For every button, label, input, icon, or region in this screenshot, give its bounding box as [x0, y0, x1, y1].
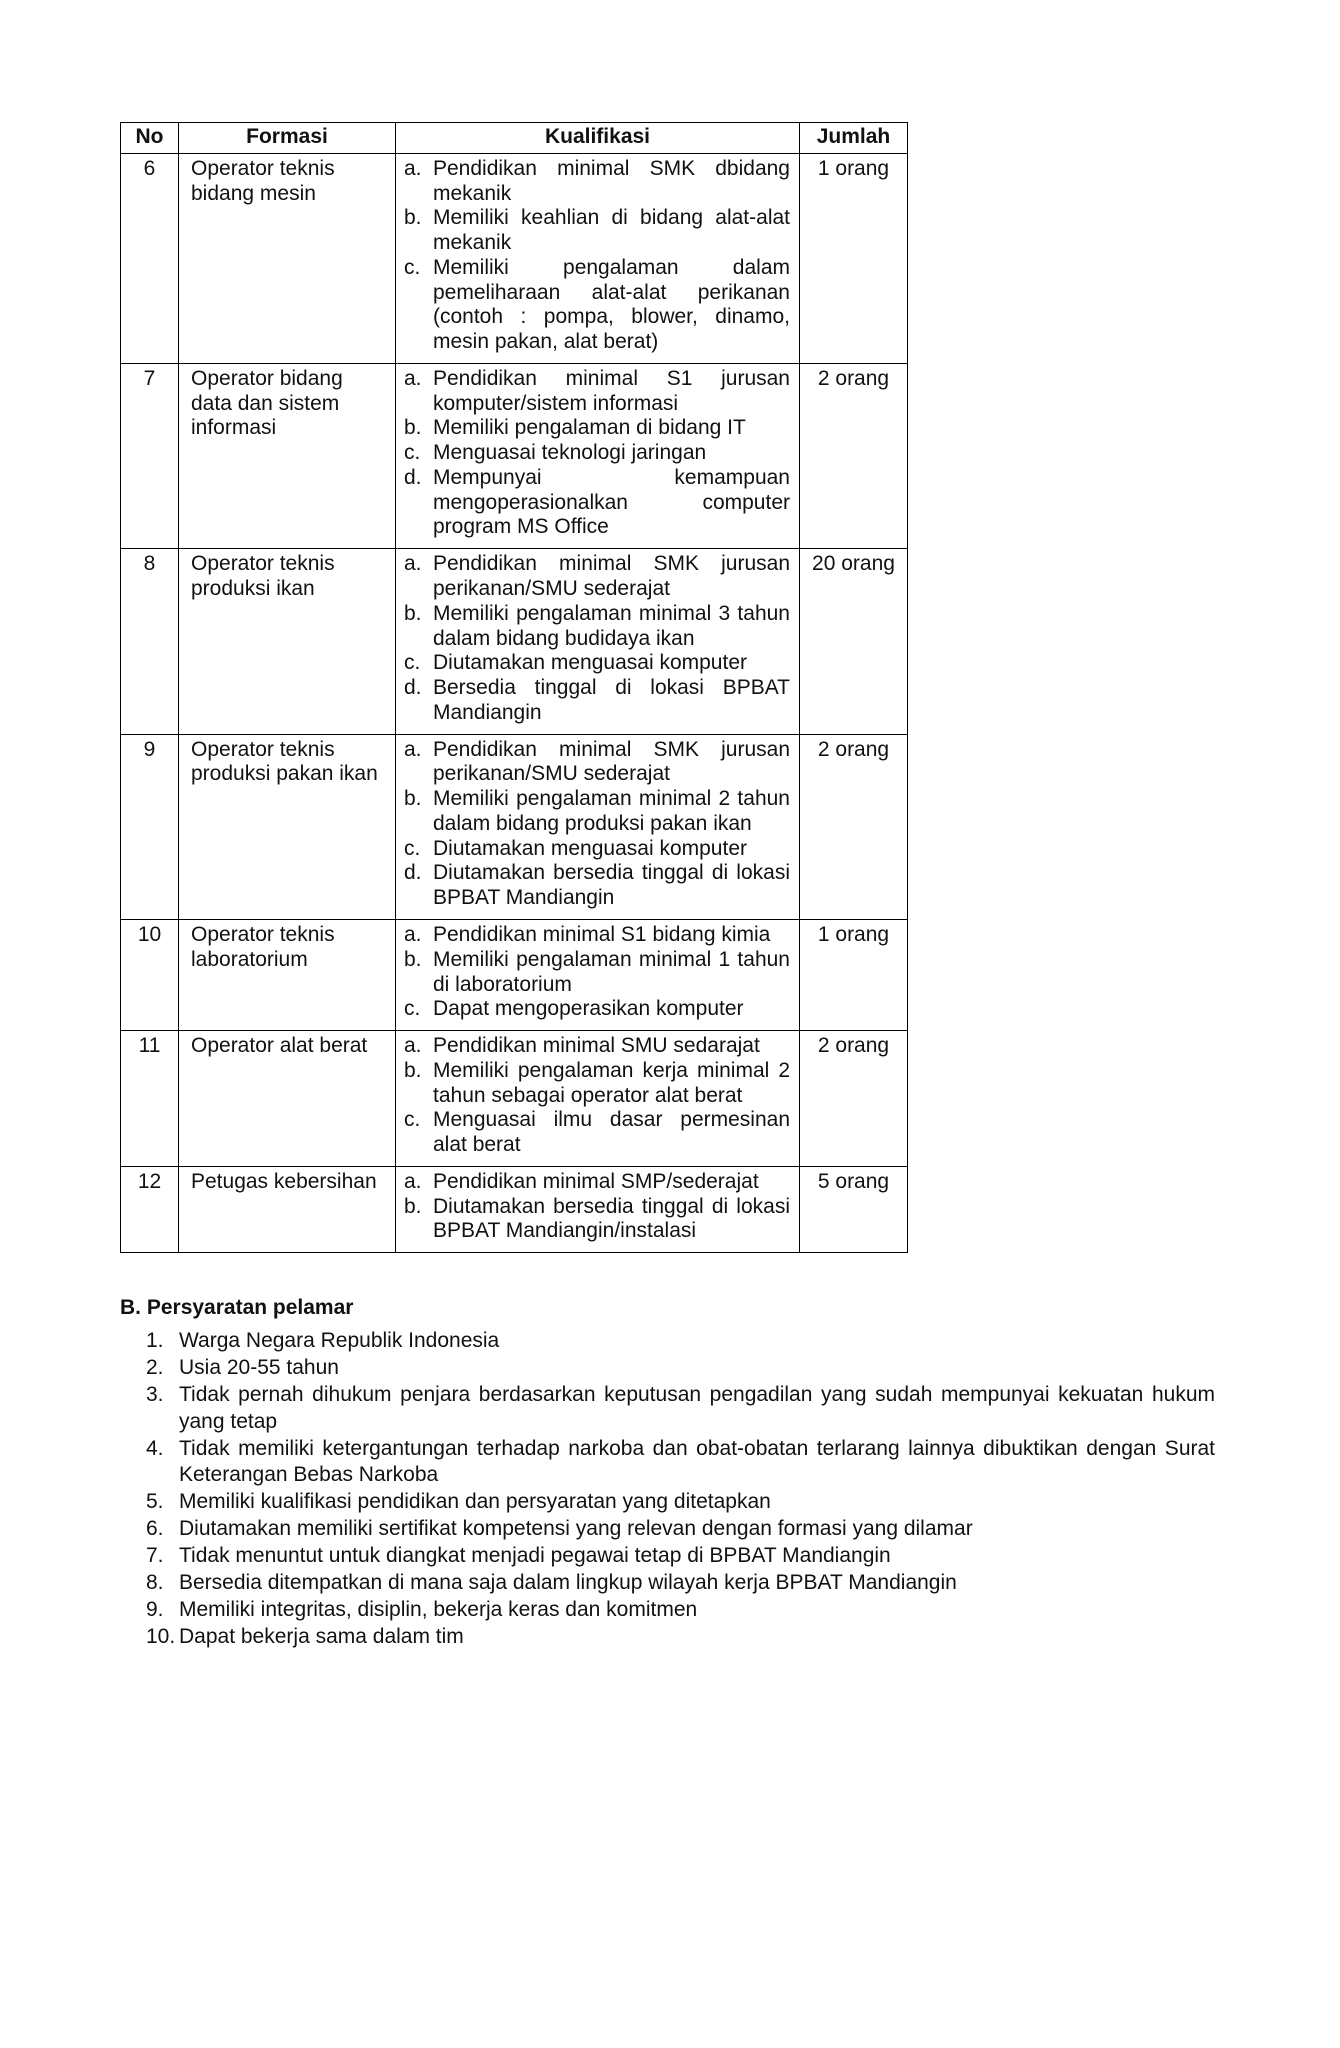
table-row	[121, 363, 908, 548]
cell-no: 9	[121, 734, 179, 919]
kualifikasi-text: Memiliki pengalaman kerja minimal 2 tahun sebagai operator alat berat	[433, 1058, 790, 1107]
kualifikasi-item	[404, 206, 790, 256]
cell-formasi: Operator teknis produksi ikan	[179, 549, 396, 734]
table-row	[121, 153, 908, 363]
kualifikasi-letter: b.	[404, 206, 422, 230]
kualifikasi-item	[404, 997, 790, 1022]
kualifikasi-text: Pendidikan minimal SMU sedarajat	[433, 1034, 760, 1058]
kualifikasi-item	[404, 552, 790, 602]
kualifikasi-item	[404, 416, 790, 441]
requirement-number: 6.	[146, 1517, 164, 1541]
cell-kualifikasi	[396, 919, 800, 1030]
kualifikasi-item	[404, 466, 790, 540]
kualifikasi-item	[404, 787, 790, 837]
kualifikasi-item	[404, 651, 790, 676]
kualifikasi-item	[404, 367, 790, 417]
kualifikasi-text: Pendidikan minimal SMK dbidang mekanik	[433, 156, 790, 205]
kualifikasi-letter: d.	[404, 861, 422, 885]
kualifikasi-item	[404, 837, 790, 862]
cell-formasi: Operator teknis produksi pakan ikan	[179, 734, 396, 919]
cell-formasi: Petugas kebersihan	[179, 1166, 396, 1252]
cell-jumlah: 2 orang	[800, 734, 908, 919]
requirement-text: Dapat bekerja sama dalam tim	[179, 1624, 464, 1648]
requirement-number: 4.	[146, 1436, 164, 1460]
requirement-number: 8.	[146, 1570, 164, 1594]
requirement-item	[120, 1543, 1215, 1570]
requirement-number: 2.	[146, 1355, 164, 1379]
kualifikasi-text: Bersedia tinggal di lokasi BPBAT Mandiangin	[433, 676, 790, 724]
kualifikasi-letter: c.	[404, 441, 421, 465]
requirement-text: Memiliki kualifikasi pendidikan dan persyaratan yang ditetapkan	[179, 1490, 771, 1514]
kualifikasi-text: Diutamakan bersedia tinggal di lokasi BPBAT Mandiangin	[433, 861, 790, 910]
requirement-number: 5.	[146, 1490, 164, 1514]
kualifikasi-letter: d.	[404, 676, 422, 700]
recruitment-table	[120, 122, 908, 1253]
kualifikasi-letter: b.	[404, 1194, 422, 1218]
requirement-text: Tidak menuntut untuk diangkat menjadi pegawai tetap di BPBAT Mandiangin	[179, 1544, 891, 1568]
kualifikasi-letter: b.	[404, 1058, 422, 1082]
cell-no: 12	[121, 1166, 179, 1252]
header-no: No	[121, 123, 179, 154]
cell-formasi: Operator teknis laboratorium	[179, 919, 396, 1030]
requirement-text: Usia 20-55 tahun	[179, 1355, 339, 1379]
cell-kualifikasi	[396, 153, 800, 363]
kualifikasi-item	[404, 1059, 790, 1109]
kualifikasi-letter: d.	[404, 465, 422, 489]
kualifikasi-item	[404, 157, 790, 207]
cell-no: 6	[121, 153, 179, 363]
requirement-item	[120, 1516, 1215, 1543]
requirement-item	[120, 1624, 1215, 1651]
kualifikasi-letter: c.	[404, 651, 421, 675]
kualifikasi-letter: b.	[404, 601, 422, 625]
kualifikasi-text: Pendidikan minimal S1 bidang kimia	[433, 922, 771, 946]
table-row	[121, 1166, 908, 1252]
kualifikasi-text: Memiliki pengalaman di bidang IT	[433, 416, 746, 440]
table-row	[121, 734, 908, 919]
requirement-item	[120, 1489, 1215, 1516]
kualifikasi-text: Pendidikan minimal SMP/sederajat	[433, 1169, 759, 1193]
kualifikasi-item	[404, 602, 790, 652]
kualifikasi-text: Pendidikan minimal S1 jurusan komputer/sistem informasi	[433, 366, 790, 415]
kualifikasi-text: Memiliki pengalaman minimal 2 tahun dalam bidang produksi pakan ikan	[433, 787, 790, 835]
kualifikasi-letter: c.	[404, 997, 421, 1021]
cell-jumlah: 20 orang	[800, 549, 908, 734]
requirement-number: 1.	[146, 1329, 164, 1353]
kualifikasi-item	[404, 1108, 790, 1158]
kualifikasi-item	[404, 1034, 790, 1059]
cell-no: 11	[121, 1031, 179, 1167]
kualifikasi-text: Pendidikan minimal SMK jurusan perikanan/SMU sederajat	[433, 552, 790, 601]
kualifikasi-letter: a.	[404, 156, 422, 180]
kualifikasi-text: Mempunyai kemampuan mengoperasionalkan computer program MS Office	[433, 465, 790, 539]
kualifikasi-text: Menguasai teknologi jaringan	[433, 441, 707, 465]
kualifikasi-letter: a.	[404, 1169, 422, 1193]
kualifikasi-text: Memiliki pengalaman dalam pemeliharaan alat-alat perikanan (contoh : pompa, blower, dinamo, mesin pakan, alat berat)	[433, 255, 790, 354]
table-body	[121, 153, 908, 1252]
cell-no: 7	[121, 363, 179, 548]
requirement-item	[120, 1436, 1215, 1490]
cell-jumlah: 1 orang	[800, 153, 908, 363]
kualifikasi-item	[404, 948, 790, 998]
kualifikasi-item	[404, 1170, 790, 1195]
requirement-item	[120, 1382, 1215, 1436]
cell-jumlah: 2 orang	[800, 1031, 908, 1167]
kualifikasi-item	[404, 923, 790, 948]
table-row	[121, 1031, 908, 1167]
requirement-number: 7.	[146, 1544, 164, 1568]
header-jumlah: Jumlah	[800, 123, 908, 154]
kualifikasi-letter: b.	[404, 787, 422, 811]
kualifikasi-letter: c.	[404, 1108, 421, 1132]
kualifikasi-letter: a.	[404, 1034, 422, 1058]
kualifikasi-letter: b.	[404, 416, 422, 440]
kualifikasi-item	[404, 441, 790, 466]
kualifikasi-letter: a.	[404, 552, 422, 576]
requirement-number: 3.	[146, 1382, 164, 1406]
kualifikasi-text: Pendidikan minimal SMK jurusan perikanan/SMU sederajat	[433, 737, 790, 786]
kualifikasi-letter: c.	[404, 836, 421, 860]
requirement-item	[120, 1355, 1215, 1382]
kualifikasi-text: Diutamakan menguasai komputer	[433, 651, 747, 675]
cell-jumlah: 2 orang	[800, 363, 908, 548]
kualifikasi-item	[404, 861, 790, 911]
kualifikasi-item	[404, 256, 790, 355]
requirement-text: Tidak memiliki ketergantungan terhadap narkoba dan obat-obatan terlarang lainnya dibuktikan dengan Surat Keterangan Bebas Narkoba	[179, 1436, 1215, 1487]
cell-kualifikasi	[396, 549, 800, 734]
requirement-item	[120, 1328, 1215, 1355]
kualifikasi-text: Memiliki keahlian di bidang alat-alat mekanik	[433, 206, 790, 255]
cell-formasi: Operator bidang data dan sistem informasi	[179, 363, 396, 548]
cell-jumlah: 5 orang	[800, 1166, 908, 1252]
table-row	[121, 549, 908, 734]
cell-kualifikasi	[396, 1031, 800, 1167]
kualifikasi-text: Memiliki pengalaman minimal 3 tahun dalam bidang budidaya ikan	[433, 601, 790, 650]
kualifikasi-text: Diutamakan menguasai komputer	[433, 836, 747, 860]
cell-kualifikasi	[396, 1166, 800, 1252]
table-row	[121, 919, 908, 1030]
requirement-text: Tidak pernah dihukum penjara berdasarkan keputusan pengadilan yang sudah mempunyai kekuatan hukum yang tetap	[179, 1382, 1215, 1433]
kualifikasi-letter: a.	[404, 737, 422, 761]
header-kualifikasi: Kualifikasi	[396, 123, 800, 154]
requirement-number: 9.	[146, 1597, 164, 1621]
kualifikasi-text: Dapat mengoperasikan komputer	[433, 997, 744, 1021]
cell-kualifikasi	[396, 734, 800, 919]
cell-no: 10	[121, 919, 179, 1030]
table-header-row	[121, 123, 908, 154]
kualifikasi-item	[404, 676, 790, 726]
kualifikasi-letter: c.	[404, 255, 421, 279]
requirement-item	[120, 1570, 1215, 1597]
section-title: B. Persyaratan pelamar	[120, 1296, 354, 1320]
cell-kualifikasi	[396, 363, 800, 548]
kualifikasi-letter: b.	[404, 947, 422, 971]
requirement-text: Diutamakan memiliki sertifikat kompetensi yang relevan dengan formasi yang dilamar	[179, 1517, 973, 1541]
section-persyaratan	[120, 1295, 1215, 1650]
cell-formasi: Operator teknis bidang mesin	[179, 153, 396, 363]
requirements-list	[120, 1328, 1215, 1651]
header-formasi: Formasi	[179, 123, 396, 154]
requirement-number: 10.	[146, 1624, 176, 1648]
requirement-text: Memiliki integritas, disiplin, bekerja keras dan komitmen	[179, 1597, 698, 1621]
kualifikasi-text: Memiliki pengalaman minimal 1 tahun di laboratorium	[433, 947, 790, 996]
kualifikasi-text: Diutamakan bersedia tinggal di lokasi BPBAT Mandiangin/instalasi	[433, 1194, 790, 1243]
cell-jumlah: 1 orang	[800, 919, 908, 1030]
requirement-text: Warga Negara Republik Indonesia	[179, 1329, 500, 1353]
kualifikasi-letter: a.	[404, 922, 422, 946]
kualifikasi-text: Menguasai ilmu dasar permesinan alat berat	[433, 1108, 790, 1157]
kualifikasi-item	[404, 1195, 790, 1245]
kualifikasi-item	[404, 738, 790, 788]
kualifikasi-letter: a.	[404, 366, 422, 390]
cell-formasi: Operator alat berat	[179, 1031, 396, 1167]
requirement-item	[120, 1597, 1215, 1624]
requirement-text: Bersedia ditempatkan di mana saja dalam lingkup wilayah kerja BPBAT Mandiangin	[179, 1570, 957, 1594]
cell-no: 8	[121, 549, 179, 734]
